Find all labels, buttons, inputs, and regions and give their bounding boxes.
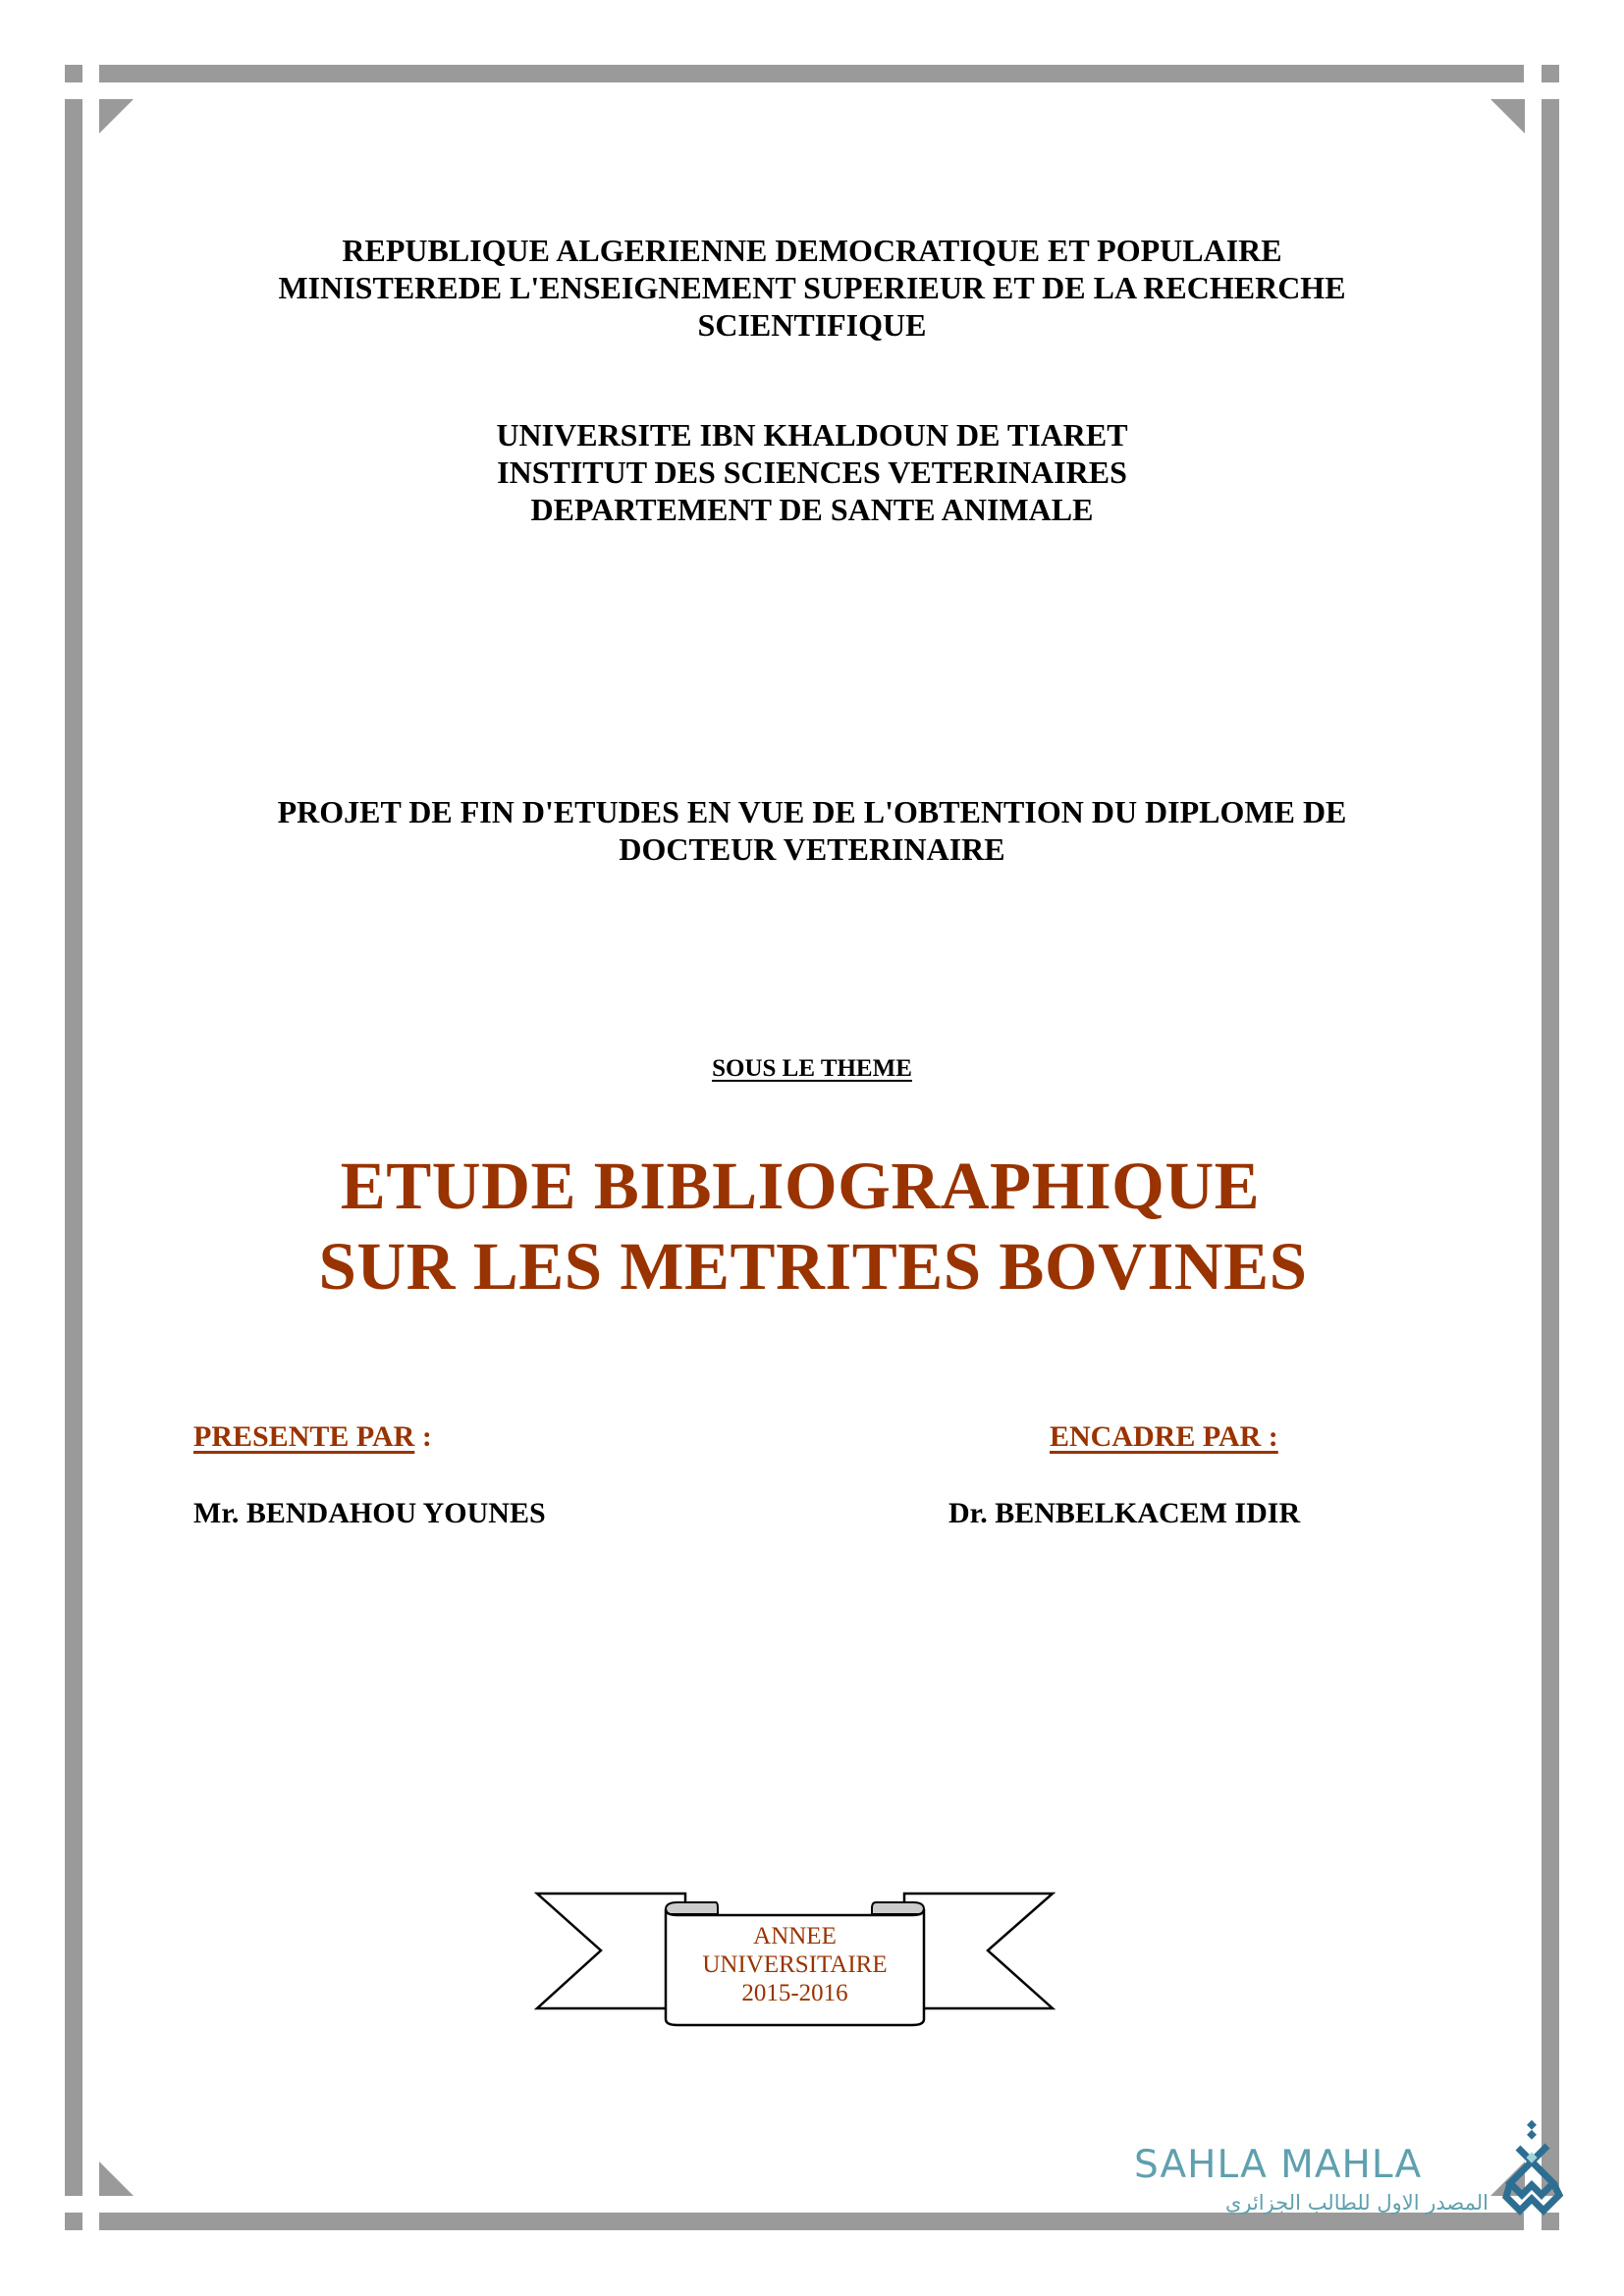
- project-line2: DOCTEUR VETERINAIRE: [619, 831, 1005, 867]
- corner-triangle-icon: [99, 99, 134, 133]
- presenter-label: [193, 1419, 432, 1455]
- border-bottom: [99, 2213, 1524, 2230]
- thesis-title-line2: SUR LES METRITES BOVINES: [318, 1229, 1308, 1304]
- supervisor-label: [1050, 1419, 1278, 1455]
- corner-triangle-icon: [1490, 99, 1525, 133]
- academic-year-label: ANNEE: [753, 1923, 837, 1949]
- border-corner-top-right: [1542, 65, 1559, 82]
- supervisor-name: Dr. BENBELKACEM IDIR: [948, 1497, 1301, 1529]
- presenter-label-text: PRESENTE PAR: [193, 1420, 415, 1453]
- watermark-tagline: المصدر الاول للطالب الجزائري: [1224, 2191, 1489, 2215]
- presenter-name: Mr. BENDAHOU YOUNES: [193, 1497, 546, 1529]
- theme-label: [0, 1054, 1624, 1084]
- header-ministry-cont: SCIENTIFIQUE: [697, 307, 927, 343]
- header-republic: REPUBLIQUE ALGERIENNE DEMOCRATIQUE ET POPULAIRE: [342, 233, 1282, 268]
- theme-label-text: SOUS LE THEME: [712, 1055, 912, 1082]
- border-top: [99, 65, 1524, 82]
- institution-department: DEPARTEMENT DE SANTE ANIMALE: [530, 492, 1094, 527]
- academic-year-value: 2015-2016: [741, 1980, 848, 2006]
- watermark-brand: SAHLA MAHLA: [1134, 2143, 1423, 2187]
- institution-institute: INSTITUT DES SCIENCES VETERINAIRES: [497, 454, 1127, 490]
- corner-triangle-icon: [99, 2162, 134, 2196]
- arabic-calligraphy-logo-icon: [1502, 2118, 1567, 2218]
- institution-university: UNIVERSITE IBN KHALDOUN DE TIARET: [496, 417, 1128, 453]
- supervisor-label-text: ENCADRE PAR :: [1050, 1420, 1278, 1453]
- header-ministry: MINISTEREDE L'ENSEIGNEMENT SUPERIEUR ET DE LA RECHERCHE: [278, 270, 1346, 305]
- project-line1: PROJET DE FIN D'ETUDES EN VUE DE L'OBTENTION DU DIPLOME DE: [277, 794, 1347, 829]
- border-corner-top-left: [65, 65, 82, 82]
- thesis-title-line1: ETUDE BIBLIOGRAPHIQUE: [340, 1148, 1261, 1223]
- academic-year-label-2: UNIVERSITAIRE: [702, 1951, 888, 1978]
- presenter-colon: :: [414, 1420, 432, 1453]
- border-corner-bottom-left: [65, 2213, 82, 2230]
